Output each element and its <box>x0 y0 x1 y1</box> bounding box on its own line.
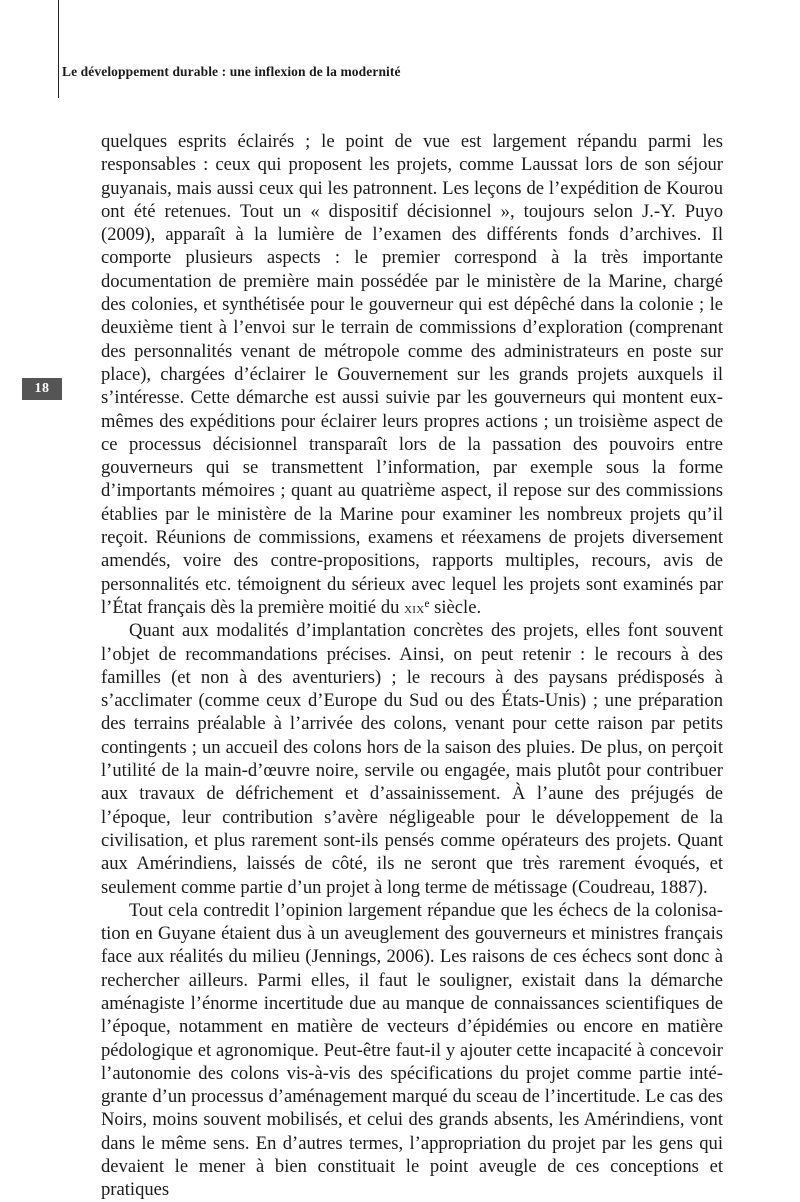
century-numeral: xix <box>404 597 425 617</box>
century-superscript: e <box>424 597 430 610</box>
paragraph-1-end: siècle. <box>429 596 482 618</box>
paragraph-2: Quant aux modalités d’implantation concrètes des projets, elles font souvent l’objet de recommandations précises. Ainsi, on peut retenir : le recours à des familles (et non à des aventuriers) ; le recours à des paysans prédisposés à s’acclimater (comme ceux d’Europe du Sud ou des États-Unis) ; une préparation des terrains préalable à l’arrivée des colons, venant pour cette raison par petits contingents ; un accueil des colons hors de la saison des pluies. De plus, on perçoit l’utilité de la main-d’œuvre noire, servile ou engagée, mais plutôt pour contribuer aux travaux de défrichement et d’assainissement. À l’aune des préjugés de l’époque, leur contribution s’avère négligeable pour le développement de la civilisation, et plus rarement sont-ils pensés comme opérateurs des projets. Quant aux Amérindiens, laissés de côté, ils ne seront que très rarement évoqués, et seulement comme partie d’un projet à long terme de métissage (Coudreau, 1887). <box>101 620 723 898</box>
body-text <box>101 130 723 1202</box>
paragraph-1 <box>101 130 723 619</box>
margin-rule <box>58 0 59 98</box>
paragraph-1-text: quelques esprits éclairés ; le point de vue est largement répandu parmi les responsables : ceux qui proposent les projets, comme Laussat lors de son séjour guyanais, mais aussi ceux qui les patronnent. Les leçons de l’expédition de Kourou ont été retenues. Tout un « dispositif décisionnel », toujours selon J.-Y. Puyo (2009), apparaît à la lumière de l’examen des différents fonds d’archives. Il comporte plusieurs aspects : le premier correspond à la très importante documentation de première main possédée par le ministère de la Marine, chargé des colonies, et synthétisée pour le gouverneur qui est dépêché dans la colonie ; le deuxième tient à l’envoi sur le terrain de commissions d’exploration (comprenant des personnalités venant de métropole comme des administrateurs en poste sur place), chargées d’éclairer le Gouvernement sur les grands projets auxquels il s’intéresse. Cette démarche est aussi suivie par les gouverneurs qui montent eux-mêmes des expéditions pour éclairer leurs propres actions ; un troisième aspect de ce processus décisionnel transparaît lors de la passation des pouvoirs entre gouverneurs qui se transmettent l’information, par exemple sous la forme d’importants mémoires ; quant au quatrième aspect, il repose sur des commissions établies par le ministère de la Marine pour examiner les nombreux projets qu’il reçoit. Réunions de commissions, examens et réexamens de projets diversement amendés, voire des contre-propositions, rapports multiples, recours, avis de personnalités etc. témoignent du sérieux avec lequel les projets sont examinés par l’État français dès la première moitié du <box>101 131 723 618</box>
running-head: Le développement durable : une inflexion de la modernité <box>62 64 401 79</box>
page-number: 18 <box>22 378 62 400</box>
paragraph-3: Tout cela contredit l’opinion largement répandue que les échecs de la colonisation en Guyane étaient dus à un aveuglement des gouverneurs et ministres français face aux réalités du milieu (Jennings, 2006). Les raisons de ces échecs sont donc à rechercher ailleurs. Parmi elles, il faut le souligner, existait dans la démarche aménagiste l’énorme incertitude due au manque de connaissances scientifiques de l’époque, notamment en matière de vecteurs d’épidémies ou encore en matière pédologique et agronomique. Peut-être faut-il y ajouter cette incapacité à concevoir l’autonomie des colons vis-à-vis des spécifications du projet comme partie intégrante d’un processus d’aménagement marqué du sceau de l’incertitude. Le cas des Noirs, moins souvent mobilisés, et celui des grands absents, les Amérindiens, vont dans le même sens. En d’autres termes, l’appropriation du projet par les gens qui devaient le mener à bien constituait le point aveugle de ces conceptions et pratiques <box>101 899 723 1201</box>
